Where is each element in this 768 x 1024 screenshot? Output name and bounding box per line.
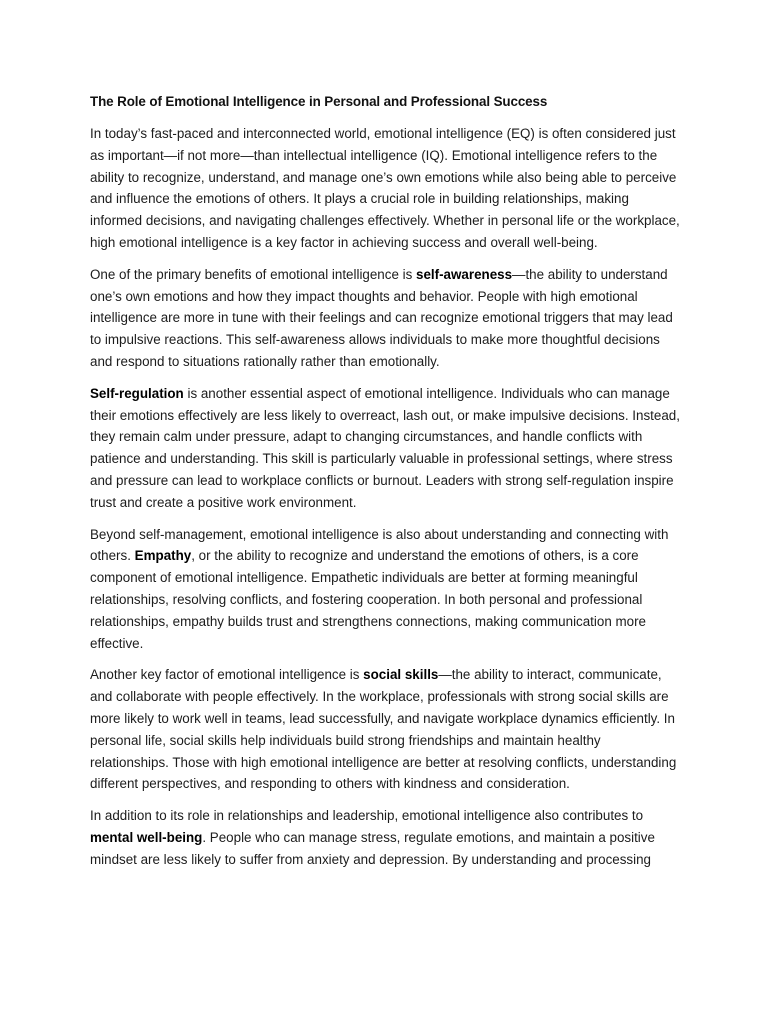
paragraph-text-after: . People who can manage stress, regulate emotions, and maintain a positive mindset are less likely to suffer from anxiety and depression. By understanding and processing (90, 829, 655, 867)
paragraph-empathy (90, 524, 680, 655)
paragraph-text-before: In addition to its role in relationships and leadership, emotional intelligence also contributes to (90, 808, 644, 824)
paragraph-mental-well-being (90, 805, 680, 870)
bold-term-empathy: Empathy (134, 548, 192, 564)
paragraph-text-before: One of the primary benefits of emotional intelligence is (90, 266, 417, 282)
paragraph-text-before: Another key factor of emotional intelligence is (90, 667, 364, 683)
paragraph-text-after: —the ability to understand one’s own emotions and how they impact thoughts and behavior. People with high emotional intelligence are more in tune with their feelings and can recognize emotional triggers that may lead to impulsive reactions. This self-awareness allows individuals to make more thoughtful decisions and respond to situations rationally rather than emotionally. (90, 266, 673, 369)
paragraph-text-after: , or the ability to recognize and understand the emotions of others, is a core component of emotional intelligence. Empathetic individuals are better at forming meaningful relationships, resolving conflicts, and fostering cooperation. In both personal and professional relationships, empathy builds trust and strengthens connections, making communication more effective. (90, 548, 646, 651)
paragraph-self-regulation (90, 383, 680, 514)
paragraph-social-skills (90, 664, 680, 795)
paragraph-text-before: Beyond self-management, emotional intelligence is also about understanding and connecting with others. (90, 526, 669, 564)
document-page (90, 92, 680, 881)
bold-term-self-regulation: Self-regulation (90, 385, 184, 401)
paragraph-text-after: is another essential aspect of emotional intelligence. Individuals who can manage their emotions effectively are less likely to overreact, lash out, or make impulsive decisions. Instead, they remain calm under pressure, adapt to changing circumstances, and handle conflicts with patience and understanding. This skill is particularly valuable in professional settings, where stress and pressure can lead to workplace conflicts or burnout. Leaders with strong self-regulation inspire trust and create a positive work environment. (90, 385, 680, 510)
bold-term-self-awareness: self-awareness (416, 266, 513, 282)
paragraph-text-after: —the ability to interact, communicate, and collaborate with people effectively. In the workplace, professionals with strong social skills are more likely to work well in teams, lead successfully, and navigate workplace dynamics efficiently. In personal life, social skills help individuals build strong friendships and maintain healthy relationships. Those with high emotional intelligence are better at resolving conflicts, understanding different perspectives, and responding to others with kindness and consideration. (90, 667, 677, 792)
document-title: The Role of Emotional Intelligence in Personal and Professional Success (90, 94, 548, 109)
paragraph-self-awareness (90, 264, 680, 373)
bold-term-social-skills: social skills (363, 667, 439, 683)
bold-term-mental-well-being: mental well-being (90, 829, 203, 845)
paragraph-introduction (90, 123, 680, 254)
paragraph-text: In today’s fast-paced and interconnected world, emotional intelligence (EQ) is often considered just as important—if not more—than intellectual intelligence (IQ). Emotional intelligence refers to the ability to recognize, understand, and manage one’s own emotions while also being able to perceive and influence the emotions of others. It plays a crucial role in building relationships, making informed decisions, and navigating challenges effectively. Whether in personal life or the workplace, high emotional intelligence is a key factor in achieving success and overall well-being. (90, 126, 680, 250)
